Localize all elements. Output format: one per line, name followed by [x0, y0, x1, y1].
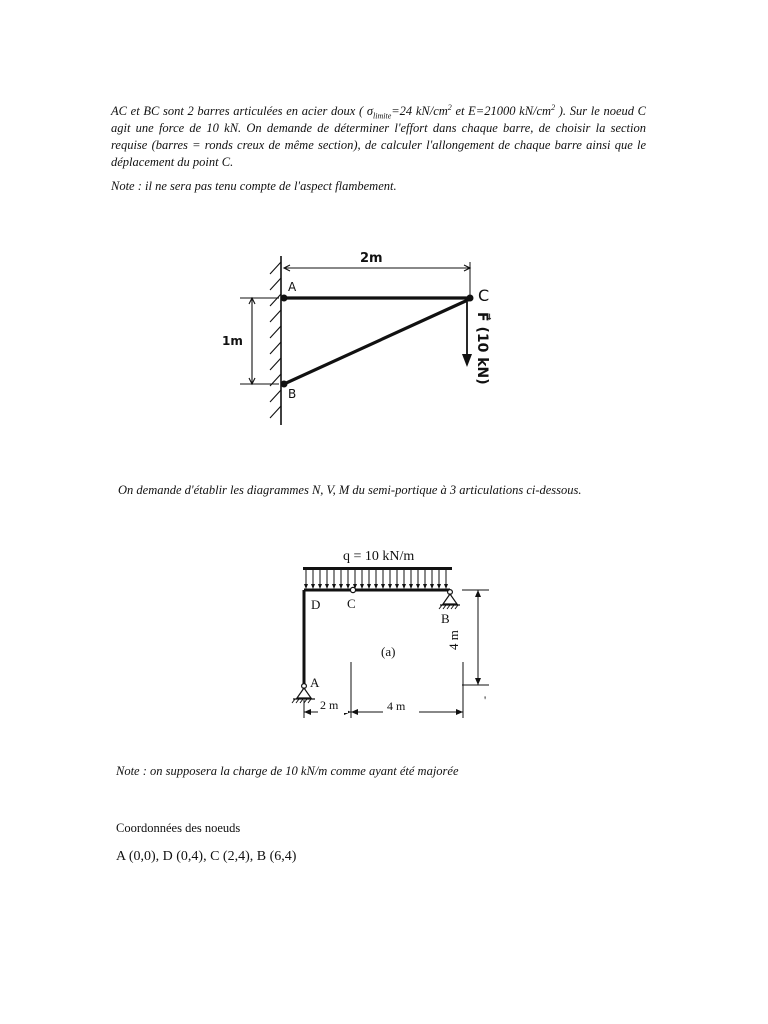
wall-hatching [270, 262, 281, 418]
problem-1-text-c: ). Sur le noeud C agit une force de 10 kN. On demande de déterminer l'effort dans chaque barre, de choisir la section requise (barres = ronds creux de même section), de calculer l'allongement de chaque barre ainsi que le déplacement du point C. [111, 104, 647, 169]
young-modulus-text: et E=21000 kN/cm [451, 104, 552, 118]
load-arrowheads [304, 584, 448, 589]
problem-1-note: Note : il ne sera pas tenu compte de l'aspect flambement. [111, 179, 397, 193]
figure-caption: (a) [381, 644, 396, 659]
portal-label-c: C [347, 596, 356, 611]
unit-exponent-1: 2 [447, 102, 452, 112]
portal-label-b: B [441, 611, 450, 626]
problem-1-text-a: AC et BC sont 2 barres articulées en acier doux ( [111, 104, 367, 118]
dim2-arrow-4 [456, 709, 463, 715]
coordinates-values: A (0,0), D (0,4), C (2,4), B (6,4) [116, 849, 297, 864]
truss-label-b: B [288, 387, 297, 401]
dim2-arrow-3 [351, 709, 358, 715]
dim2-arrow-up [475, 590, 481, 597]
load-top-bar [303, 567, 452, 570]
truss-dim-2m: 2m [360, 251, 383, 266]
stray-mark: ' [484, 693, 487, 707]
truss-dim-1m: 1m [222, 334, 243, 348]
truss-label-a: A [288, 280, 297, 294]
node-b [281, 381, 287, 387]
dim2-arrow-1 [304, 709, 311, 715]
portal-dim-4m-vertical: 4 m [446, 630, 461, 650]
coordinates-title: Coordonnées des noeuds [116, 821, 241, 835]
bar-bc [284, 299, 470, 384]
node-a [281, 295, 287, 301]
hinge-c [350, 587, 355, 592]
support-b-triangle [443, 594, 457, 604]
problem-2-note: Note : on supposera la charge de 10 kN/m comme ayant été majorée [116, 764, 459, 778]
sigma-limit-value: =24 kN/cm [391, 104, 448, 118]
sigma-symbol: σ [366, 104, 374, 118]
support-a-triangle [297, 688, 311, 698]
load-label: q = 10 kN/m [343, 549, 415, 564]
truss-label-c: C [478, 286, 490, 305]
portal-dim-2m: 2 m [320, 698, 339, 712]
sigma-subscript: limite [373, 111, 392, 121]
problem-2-statement: On demande d'établir les diagrammes N, V, M du semi-portique à 3 articulations ci-dessous. [118, 483, 582, 497]
portal-label-d: D [311, 597, 321, 612]
unit-exponent-2: 2 [551, 102, 556, 112]
force-label: F⃗ (10 kN) [474, 312, 490, 385]
dim2-arrow-down [475, 678, 481, 685]
force-arrow-head [462, 354, 472, 367]
load-arrows [306, 570, 446, 585]
portal-label-a: A [310, 675, 320, 690]
portal-dim-4m-horizontal: 4 m [387, 699, 406, 713]
truss-figure [240, 256, 473, 425]
